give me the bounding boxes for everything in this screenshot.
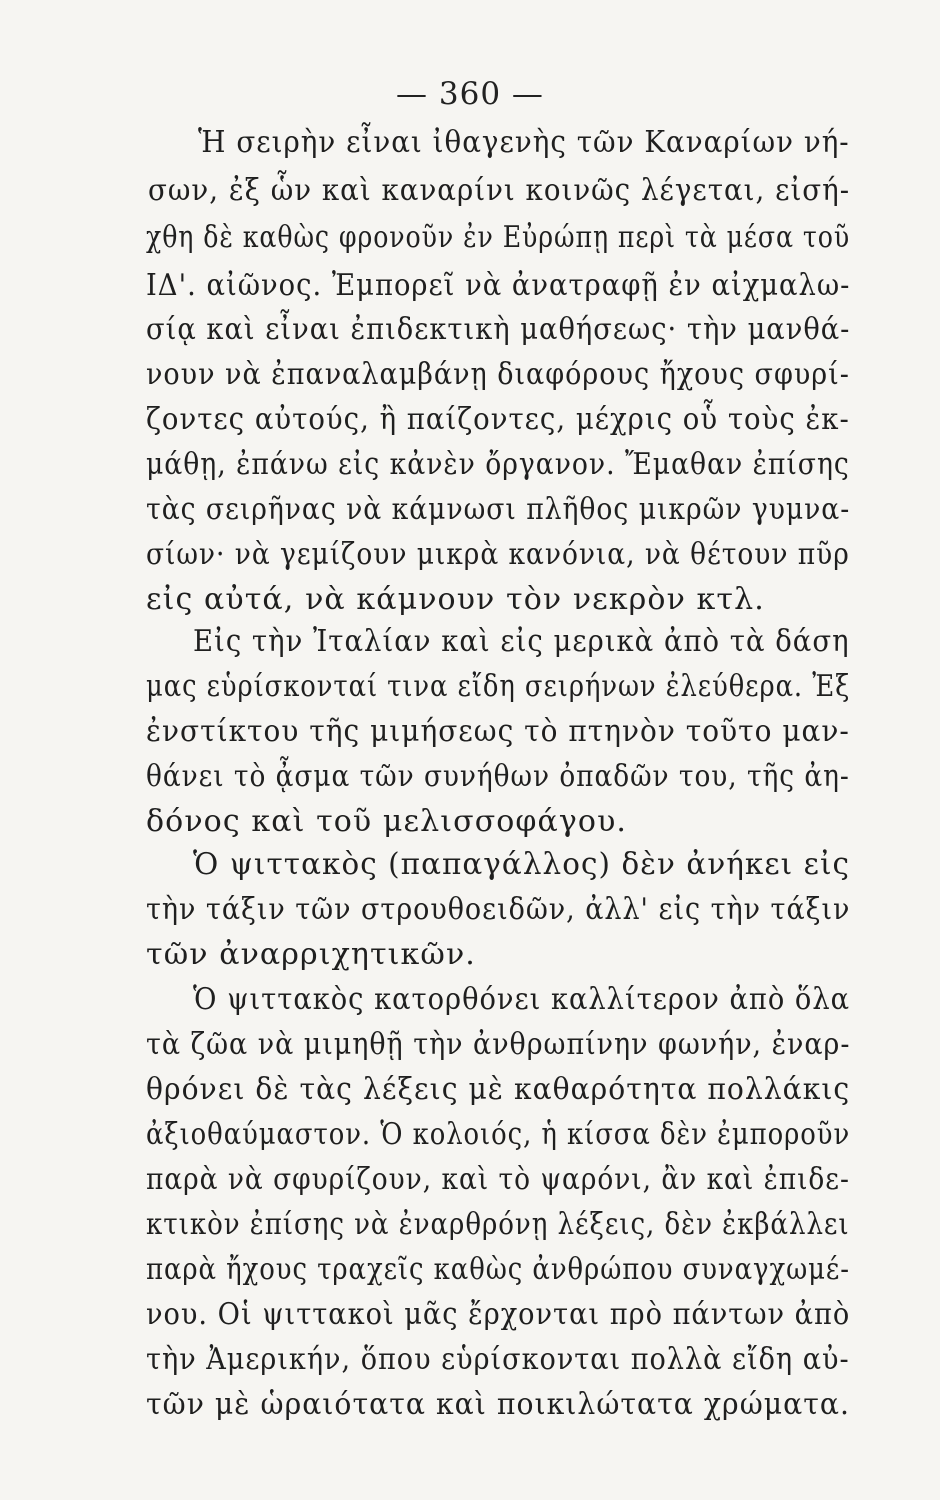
text-line: τὴν τάξιν τῶν στρουθοειδῶν, ἀλλ' εἰς τὴν τάξιν [146, 892, 851, 927]
text-line: σων, ἐξ ὧν καὶ καναρίνι κοινῶς λέγεται, εἰσή- [148, 173, 851, 208]
text-line: κτικὸν ἐπίσης νὰ ἐναρθρόνῃ λέξεις, δὲν ἐκβάλλει [146, 1207, 850, 1242]
text-line: ΙΔ'. αἰῶνος. Ἐμπορεῖ νὰ ἀνατραφῇ ἐν αἰχμαλω- [146, 268, 851, 303]
text-line: νουν νὰ ἐπαναλαμβάνῃ διαφόρους ἤχους σφυρί- [146, 357, 850, 392]
text-line: εἰς αὐτά, νὰ κάμνουν τὸν νεκρὸν κτλ. [146, 582, 765, 617]
text-line: Εἰς τὴν Ἰταλίαν καὶ εἰς μερικὰ ἀπὸ τὰ δάση [193, 624, 850, 659]
text-line: μάθῃ, ἐπάνω εἰς κἀνὲν ὄργανον. Ἔμαθαν ἐπίσης [146, 447, 850, 482]
text-line: τὰ ζῶα νὰ μιμηθῇ τὴν ἀνθρωπίνην φωνήν, ἐναρ- [146, 1027, 851, 1062]
text-line: τὰς σειρῆνας νὰ κάμνωσι πλῆθος μικρῶν γυμνα- [146, 492, 851, 527]
page-number-header: — 360 — [396, 76, 544, 112]
text-line: ζοντες αὐτούς, ἢ παίζοντες, μέχρις οὗ τοὺς ἐκ- [146, 402, 850, 437]
text-line: ἀξιοθαύμαστον. Ὁ κολοιός, ἡ κίσσα δὲν ἐμποροῦν [146, 1117, 851, 1152]
text-line: δόνος καὶ τοῦ μελισσοφάγου. [146, 804, 628, 839]
text-line: τὴν Ἀμερικήν, ὅπου εὑρίσκονται πολλὰ εἴδη αὐ- [146, 1342, 850, 1377]
text-line: Ὁ ψιττακὸς (παπαγάλλος) δὲν ἀνήκει εἰς [193, 847, 851, 882]
text-line: Ἡ σειρὴν εἶναι ἰθαγενὴς τῶν Καναρίων νή- [198, 125, 850, 160]
text-line: θάνει τὸ ᾆσμα τῶν συνήθων ὀπαδῶν του, τῆς ἀη- [146, 759, 850, 794]
text-line: ἐνστίκτου τῆς μιμήσεως τὸ πτηνὸν τοῦτο μαν- [146, 714, 850, 749]
text-line: νου. Οἱ ψιττακοὶ μᾶς ἔρχονται πρὸ πάντων ἀπὸ [146, 1297, 851, 1332]
text-line: σίᾳ καὶ εἶναι ἐπιδεκτικὴ μαθήσεως· τὴν μανθά- [146, 312, 851, 347]
text-line: τῶν μὲ ὡραιότατα καὶ ποικιλώτατα χρώματα. [146, 1387, 851, 1422]
text-line: χθη δὲ καθὼς φρονοῦν ἐν Εὐρώπῃ περὶ τὰ μέσα τοῦ [146, 220, 851, 255]
text-line: τῶν ἀναρριχητικῶν. [146, 937, 476, 972]
text-line: θρόνει δὲ τὰς λέξεις μὲ καθαρότητα πολλάκις [146, 1072, 851, 1107]
text-line: παρὰ νὰ σφυρίζουν, καὶ τὸ ψαρόνι, ἂν καὶ ἐπιδε- [146, 1162, 850, 1197]
text-line: σίων· νὰ γεμίζουν μικρὰ κανόνια, νὰ θέτουν πῦρ [146, 537, 850, 572]
text-line: Ὁ ψιττακὸς κατορθόνει καλλίτερον ἀπὸ ὅλα [193, 982, 851, 1017]
text-line: παρὰ ἤχους τραχεῖς καθὼς ἀνθρώπου συναγχωμέ- [146, 1252, 850, 1287]
text-line: μας εὑρίσκονταί τινα εἴδη σειρήνων ἐλεύθερα. Ἐξ [146, 669, 851, 704]
